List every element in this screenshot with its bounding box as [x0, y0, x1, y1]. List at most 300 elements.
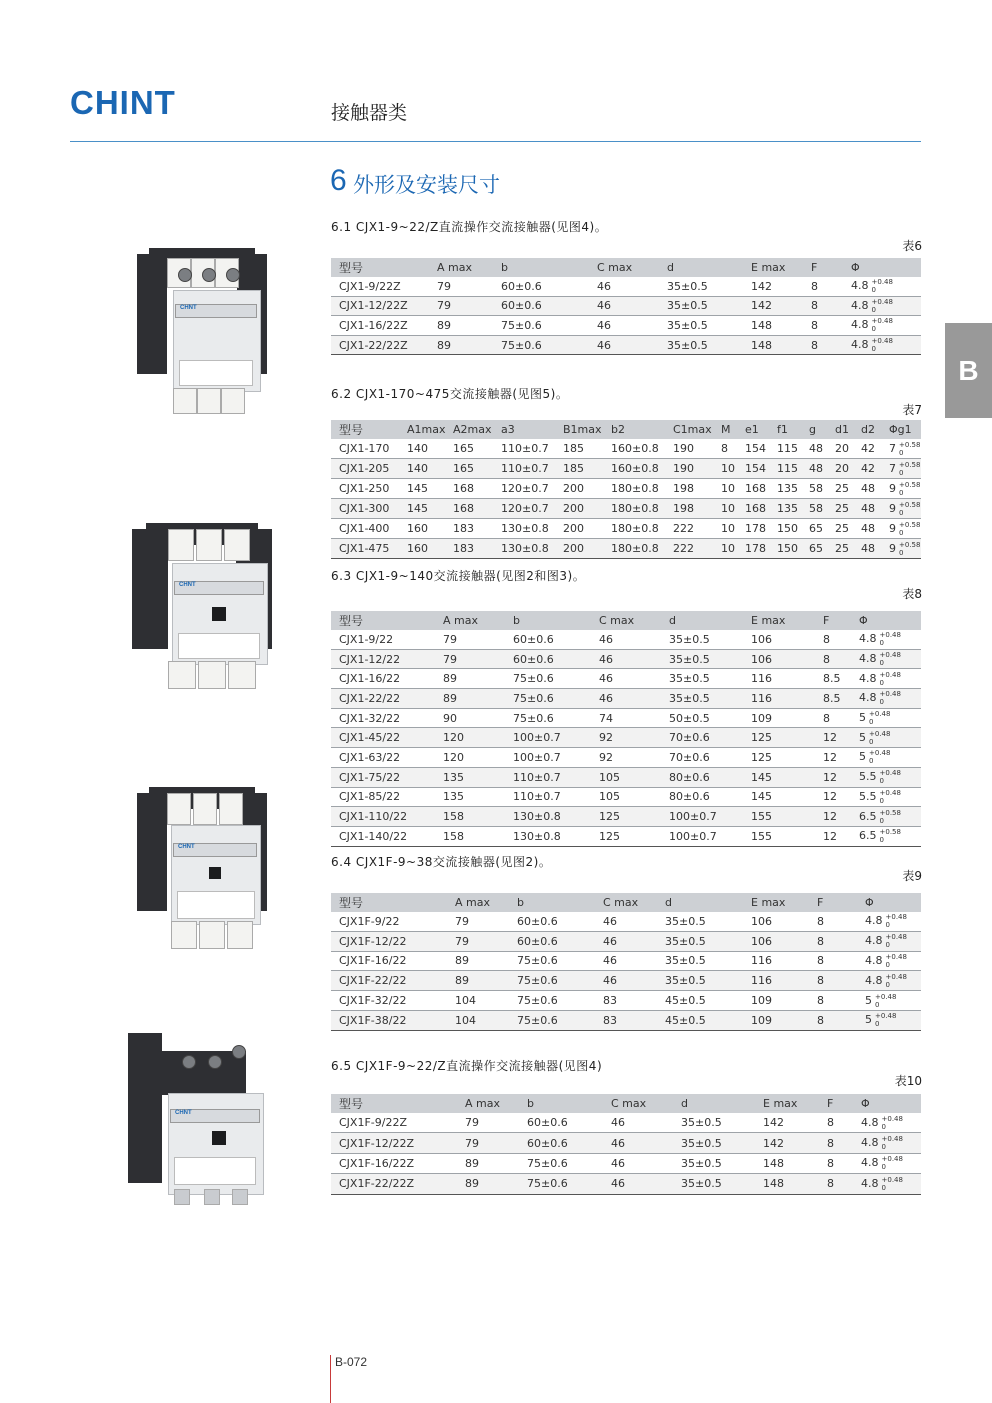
- column-header: E max: [743, 611, 815, 630]
- table-header-row: [331, 611, 921, 630]
- table-cell: CJX1-475: [331, 539, 399, 559]
- table-cell: CJX1-75/22: [331, 767, 435, 787]
- table-cell: 100±0.7: [505, 728, 591, 748]
- table-number: 表6: [902, 239, 922, 253]
- table-cell: CJX1-32/22: [331, 708, 435, 728]
- column-header: C max: [591, 611, 661, 630]
- table-cell: 48: [853, 479, 881, 499]
- table-cell: CJX1F-16/22Z: [331, 1153, 457, 1173]
- table-cell: 4.8 +0.48 0: [851, 669, 921, 689]
- table-cell: 89: [457, 1153, 519, 1173]
- table-cell: 35±0.5: [657, 951, 743, 971]
- table-row: [331, 991, 921, 1011]
- table-cell: 48: [853, 499, 881, 519]
- table-cell: 145: [743, 767, 815, 787]
- table-cell: 4.8 +0.48 0: [851, 689, 921, 709]
- column-header: f1: [769, 420, 801, 439]
- table-cell: 35±0.5: [657, 931, 743, 951]
- table-cell: 130±0.8: [493, 539, 555, 559]
- table-cell: 12: [815, 728, 851, 748]
- table-cell: 135: [769, 499, 801, 519]
- table-cell: 115: [769, 439, 801, 459]
- table-cell: 60±0.6: [509, 912, 595, 931]
- table-cell: 5.5 +0.48 0: [851, 767, 921, 787]
- table-cell: 35±0.5: [659, 335, 743, 355]
- table-cell: CJX1-170: [331, 439, 399, 459]
- table-cell: 185: [555, 459, 603, 479]
- table-cell: 125: [743, 748, 815, 768]
- table-row: [331, 519, 921, 539]
- tolerance-superscript: +0.58 0: [879, 808, 901, 825]
- table-cell: 8: [809, 931, 857, 951]
- table-row: [331, 335, 921, 355]
- table-cell: 46: [595, 931, 657, 951]
- table-cell: 89: [429, 316, 493, 336]
- table-cell: 75±0.6: [519, 1153, 603, 1173]
- table-cell: 154: [737, 439, 769, 459]
- table-cell: 4.8 +0.48 0: [853, 1133, 921, 1153]
- tolerance-superscript: +0.48 0: [869, 729, 891, 746]
- table-cell: 75±0.6: [505, 669, 591, 689]
- table-cell: 12: [815, 826, 851, 846]
- table-cell: 4.8 +0.48 0: [857, 971, 921, 991]
- table-cell: 100±0.7: [661, 807, 743, 827]
- table-cell: 198: [665, 499, 713, 519]
- section-title: 外形及安装尺寸: [353, 173, 500, 197]
- column-header: g: [801, 420, 827, 439]
- table-cell: 4.8 +0.48 0: [843, 316, 921, 336]
- column-header: A max: [435, 611, 505, 630]
- table-cell: 79: [447, 931, 509, 951]
- product-image-4: [128, 1033, 268, 1203]
- table-cell: 10: [713, 539, 737, 559]
- header-divider: [70, 141, 921, 142]
- table-cell: 48: [801, 459, 827, 479]
- table-cell: 125: [591, 826, 661, 846]
- table-header-row: [331, 1094, 921, 1113]
- tolerance-superscript: +0.48 0: [879, 769, 901, 786]
- column-header: C1max: [665, 420, 713, 439]
- table-cell: 7 +0.58 0: [881, 459, 921, 479]
- table-cell: 79: [447, 912, 509, 931]
- column-header: b: [509, 893, 595, 912]
- table-cell: 5 +0.48 0: [851, 708, 921, 728]
- table-cell: 35±0.5: [661, 689, 743, 709]
- table-cell: 145: [743, 787, 815, 807]
- table-cell: 109: [743, 1010, 809, 1030]
- table-cell: 60±0.6: [493, 277, 589, 296]
- table-cell: 8: [809, 951, 857, 971]
- table-cell: 8: [809, 991, 857, 1011]
- table-cell: CJX1-12/22Z: [331, 296, 429, 316]
- table-cell: 120±0.7: [493, 479, 555, 499]
- product-image-2: [132, 523, 272, 688]
- column-header: C max: [589, 258, 659, 277]
- table-row: [331, 296, 921, 316]
- tolerance-superscript: +0.48 0: [881, 1155, 903, 1172]
- table-cell: 180±0.8: [603, 539, 665, 559]
- table-cell: 92: [591, 728, 661, 748]
- brand-label: CHNT: [174, 581, 264, 595]
- table-cell: 158: [435, 826, 505, 846]
- table-cell: 135: [435, 787, 505, 807]
- table-cell: 46: [595, 971, 657, 991]
- column-header: 型号: [331, 1094, 457, 1113]
- table-cell: 150: [769, 519, 801, 539]
- table-cell: 75±0.6: [509, 991, 595, 1011]
- table-cell: 145: [399, 499, 445, 519]
- table-cell: 116: [743, 971, 809, 991]
- table-cell: 148: [755, 1174, 819, 1194]
- column-header: b: [519, 1094, 603, 1113]
- table-cell: CJX1F-9/22Z: [331, 1113, 457, 1133]
- table-cell: 6.5 +0.58 0: [851, 826, 921, 846]
- section-number: 6: [330, 164, 347, 197]
- table-cell: 8: [803, 277, 843, 296]
- table-cell: 25: [827, 519, 853, 539]
- table-cell: 183: [445, 519, 493, 539]
- table-cell: CJX1-12/22: [331, 649, 435, 669]
- table-cell: 8: [809, 1010, 857, 1030]
- table-cell: 106: [743, 649, 815, 669]
- table-cell: 4.8 +0.48 0: [857, 912, 921, 931]
- table-cell: 35±0.5: [659, 316, 743, 336]
- table-cell: 4.8 +0.48 0: [851, 630, 921, 649]
- table-cell: CJX1-16/22: [331, 669, 435, 689]
- column-header: 型号: [331, 258, 429, 277]
- table-header-row: [331, 420, 921, 439]
- tolerance-superscript: +0.48 0: [885, 933, 907, 950]
- table-cell: 200: [555, 539, 603, 559]
- table-row: [331, 669, 921, 689]
- table-cell: 200: [555, 479, 603, 499]
- table-cell: CJX1F-12/22Z: [331, 1133, 457, 1153]
- table-cell: 7 +0.58 0: [881, 439, 921, 459]
- table-cell: CJX1-400: [331, 519, 399, 539]
- column-header: d1: [827, 420, 853, 439]
- table-cell: CJX1-9/22Z: [331, 277, 429, 296]
- table-row: [331, 439, 921, 459]
- subsection-title: 6.1 CJX1-9~22/Z直流操作交流接触器(见图4)。: [331, 220, 608, 234]
- table-cell: 25: [827, 479, 853, 499]
- table-row: [331, 708, 921, 728]
- table-cell: 8: [809, 912, 857, 931]
- table-row: [331, 277, 921, 296]
- table-cell: 148: [743, 316, 803, 336]
- table-cell: 35±0.5: [659, 277, 743, 296]
- tolerance-superscript: +0.48 0: [881, 1135, 903, 1152]
- table-row: [331, 826, 921, 846]
- table-number: 表8: [902, 587, 922, 601]
- table-cell: 35±0.5: [673, 1153, 755, 1173]
- table-row: [331, 807, 921, 827]
- table-cell: 75±0.6: [505, 689, 591, 709]
- table-cell: 154: [737, 459, 769, 479]
- table-cell: 200: [555, 519, 603, 539]
- table-cell: 130±0.8: [505, 826, 591, 846]
- brand-label: CHNT: [170, 1109, 260, 1123]
- column-header: Φ: [857, 893, 921, 912]
- column-header: C max: [595, 893, 657, 912]
- table-cell: 75±0.6: [493, 316, 589, 336]
- table-cell: 48: [853, 519, 881, 539]
- table-cell: 109: [743, 708, 815, 728]
- table-cell: 46: [603, 1133, 673, 1153]
- table-cell: 8: [803, 296, 843, 316]
- column-header: a3: [493, 420, 555, 439]
- table-cell: 5 +0.48 0: [857, 991, 921, 1011]
- spec-table: [331, 611, 921, 847]
- table-cell: 148: [755, 1153, 819, 1173]
- table-cell: CJX1-16/22Z: [331, 316, 429, 336]
- table-cell: 46: [589, 277, 659, 296]
- table-cell: 8: [803, 316, 843, 336]
- tolerance-superscript: +0.48 0: [881, 1114, 903, 1131]
- table-cell: CJX1-22/22Z: [331, 335, 429, 355]
- table-cell: 190: [665, 439, 713, 459]
- table-cell: 142: [743, 277, 803, 296]
- table-number: 表7: [902, 403, 922, 417]
- table-cell: 116: [743, 689, 815, 709]
- table-cell: 110±0.7: [493, 459, 555, 479]
- subsection-title: 6.2 CJX1-170~475交流接触器(见图5)。: [331, 387, 569, 401]
- table-cell: 116: [743, 951, 809, 971]
- tolerance-superscript: +0.58 0: [899, 520, 921, 537]
- table-cell: 74: [591, 708, 661, 728]
- tolerance-superscript: +0.58 0: [899, 460, 921, 477]
- column-header: F: [803, 258, 843, 277]
- table-cell: 110±0.7: [505, 787, 591, 807]
- column-header: b: [493, 258, 589, 277]
- table-number: 表9: [902, 869, 922, 883]
- table-cell: CJX1-300: [331, 499, 399, 519]
- table-cell: 83: [595, 1010, 657, 1030]
- table-cell: 178: [737, 539, 769, 559]
- table-cell: 65: [801, 539, 827, 559]
- table-row: [331, 1174, 921, 1194]
- table-cell: 120: [435, 728, 505, 748]
- subsection-title: 6.4 CJX1F-9~38交流接触器(见图2)。: [331, 855, 552, 869]
- tolerance-superscript: +0.48 0: [881, 1175, 903, 1192]
- column-header: A2max: [445, 420, 493, 439]
- table-cell: CJX1F-9/22: [331, 912, 447, 931]
- table-cell: CJX1F-22/22Z: [331, 1174, 457, 1194]
- table-cell: 200: [555, 499, 603, 519]
- table-cell: 80±0.6: [661, 787, 743, 807]
- table-cell: 58: [801, 499, 827, 519]
- column-header: b: [505, 611, 591, 630]
- tolerance-superscript: +0.48 0: [879, 651, 901, 668]
- tolerance-superscript: +0.48 0: [875, 1012, 897, 1029]
- column-header: d: [661, 611, 743, 630]
- table-cell: 106: [743, 912, 809, 931]
- table-cell: 8: [803, 335, 843, 355]
- table-cell: 83: [595, 991, 657, 1011]
- table-cell: 142: [743, 296, 803, 316]
- table-cell: 160±0.8: [603, 439, 665, 459]
- table-cell: 168: [445, 499, 493, 519]
- table-cell: 120±0.7: [493, 499, 555, 519]
- table-row: [331, 1153, 921, 1173]
- table-cell: 10: [713, 479, 737, 499]
- table-cell: CJX1F-12/22: [331, 931, 447, 951]
- table-row: [331, 787, 921, 807]
- table-cell: 79: [435, 649, 505, 669]
- table-cell: 8: [819, 1153, 853, 1173]
- table-cell: 89: [447, 951, 509, 971]
- table-cell: 105: [591, 787, 661, 807]
- table-cell: 79: [429, 277, 493, 296]
- table-row: [331, 748, 921, 768]
- table-cell: 142: [755, 1113, 819, 1133]
- table-cell: 168: [445, 479, 493, 499]
- tolerance-superscript: +0.48 0: [875, 992, 897, 1009]
- tolerance-superscript: +0.48 0: [879, 690, 901, 707]
- table-cell: 106: [743, 931, 809, 951]
- table-cell: 168: [737, 479, 769, 499]
- tolerance-superscript: +0.58 0: [899, 440, 921, 457]
- table-cell: 135: [769, 479, 801, 499]
- table-cell: CJX1F-22/22: [331, 971, 447, 991]
- table-cell: 125: [591, 807, 661, 827]
- table-cell: 42: [853, 439, 881, 459]
- table-cell: 165: [445, 439, 493, 459]
- table-cell: CJX1-9/22: [331, 630, 435, 649]
- subsection-title: 6.5 CJX1F-9~22/Z直流操作交流接触器(见图4): [331, 1059, 603, 1073]
- table-cell: 60±0.6: [519, 1133, 603, 1153]
- table-cell: 135: [435, 767, 505, 787]
- column-header: E max: [743, 258, 803, 277]
- table-cell: 79: [457, 1113, 519, 1133]
- tolerance-superscript: +0.48 0: [871, 297, 893, 314]
- chapter-tab: B: [945, 323, 992, 418]
- table-cell: 79: [429, 296, 493, 316]
- product-image-3: [137, 787, 267, 947]
- table-cell: 109: [743, 991, 809, 1011]
- table-cell: 58: [801, 479, 827, 499]
- column-header: Φ: [851, 611, 921, 630]
- table-cell: 50±0.5: [661, 708, 743, 728]
- table-cell: 8.5: [815, 669, 851, 689]
- table-cell: 75±0.6: [519, 1174, 603, 1194]
- table-row: [331, 728, 921, 748]
- table-cell: 46: [589, 316, 659, 336]
- table-cell: 8: [815, 630, 851, 649]
- table-cell: 160±0.8: [603, 459, 665, 479]
- column-header: d: [673, 1094, 755, 1113]
- table-cell: 130±0.8: [505, 807, 591, 827]
- table-cell: 20: [827, 459, 853, 479]
- table-cell: CJX1-63/22: [331, 748, 435, 768]
- table-cell: 25: [827, 499, 853, 519]
- table-cell: 10: [713, 519, 737, 539]
- spec-table: [331, 893, 921, 1031]
- table-cell: 60±0.6: [519, 1113, 603, 1133]
- table-row: [331, 479, 921, 499]
- table-cell: 8: [819, 1174, 853, 1194]
- table-cell: CJX1-22/22: [331, 689, 435, 709]
- table-cell: 46: [589, 335, 659, 355]
- table-cell: 45±0.5: [657, 1010, 743, 1030]
- column-header: Φ: [853, 1094, 921, 1113]
- tolerance-superscript: +0.48 0: [869, 710, 891, 727]
- tolerance-superscript: +0.58 0: [879, 828, 901, 845]
- table-cell: 180±0.8: [603, 519, 665, 539]
- table-cell: 4.8 +0.48 0: [843, 335, 921, 355]
- table-cell: 46: [591, 630, 661, 649]
- brand-label: CHNT: [175, 304, 257, 318]
- table-cell: 4.8 +0.48 0: [843, 296, 921, 316]
- table-cell: 46: [595, 912, 657, 931]
- table-row: [331, 767, 921, 787]
- table-cell: 46: [603, 1174, 673, 1194]
- table-row: [331, 971, 921, 991]
- column-header: 型号: [331, 420, 399, 439]
- table-cell: 89: [435, 669, 505, 689]
- table-header-row: [331, 258, 921, 277]
- table-cell: 9 +0.58 0: [881, 539, 921, 559]
- table-cell: 46: [603, 1113, 673, 1133]
- table-cell: 140: [399, 439, 445, 459]
- column-header: A max: [457, 1094, 519, 1113]
- table-cell: 5.5 +0.48 0: [851, 787, 921, 807]
- table-row: [331, 539, 921, 559]
- table-cell: 145: [399, 479, 445, 499]
- table-cell: 35±0.5: [657, 971, 743, 991]
- footer-bar: [330, 1355, 331, 1403]
- table-cell: 168: [737, 499, 769, 519]
- table-cell: CJX1-110/22: [331, 807, 435, 827]
- table-cell: 79: [435, 630, 505, 649]
- table-cell: 42: [853, 459, 881, 479]
- table-cell: 148: [743, 335, 803, 355]
- column-header: A max: [447, 893, 509, 912]
- table-cell: 180±0.8: [603, 499, 665, 519]
- tolerance-superscript: +0.48 0: [869, 749, 891, 766]
- table-cell: 10: [713, 459, 737, 479]
- table-cell: 222: [665, 519, 713, 539]
- table-row: [331, 689, 921, 709]
- table-cell: 165: [445, 459, 493, 479]
- table-cell: 8: [819, 1113, 853, 1133]
- table-cell: 130±0.8: [493, 519, 555, 539]
- table-cell: 35±0.5: [661, 649, 743, 669]
- table-row: [331, 1010, 921, 1030]
- table-cell: 46: [591, 669, 661, 689]
- table-cell: 6.5 +0.58 0: [851, 807, 921, 827]
- table-cell: 185: [555, 439, 603, 459]
- table-cell: 35±0.5: [673, 1174, 755, 1194]
- table-cell: 90: [435, 708, 505, 728]
- tolerance-superscript: +0.58 0: [899, 500, 921, 517]
- table-cell: 8.5: [815, 689, 851, 709]
- table-cell: 35±0.5: [661, 669, 743, 689]
- column-header: Φ: [843, 258, 921, 277]
- table-cell: 46: [595, 951, 657, 971]
- table-cell: CJX1-45/22: [331, 728, 435, 748]
- table-cell: 105: [591, 767, 661, 787]
- subsection-title: 6.3 CJX1-9~140交流接触器(见图2和图3)。: [331, 569, 586, 583]
- table-cell: 125: [743, 728, 815, 748]
- column-header: A1max: [399, 420, 445, 439]
- table-cell: 8: [713, 439, 737, 459]
- brand-logo: CHINT: [70, 84, 176, 121]
- brand-label: CHNT: [173, 843, 257, 857]
- table-cell: 60±0.6: [509, 931, 595, 951]
- column-header: M: [713, 420, 737, 439]
- table-row: [331, 951, 921, 971]
- table-cell: 222: [665, 539, 713, 559]
